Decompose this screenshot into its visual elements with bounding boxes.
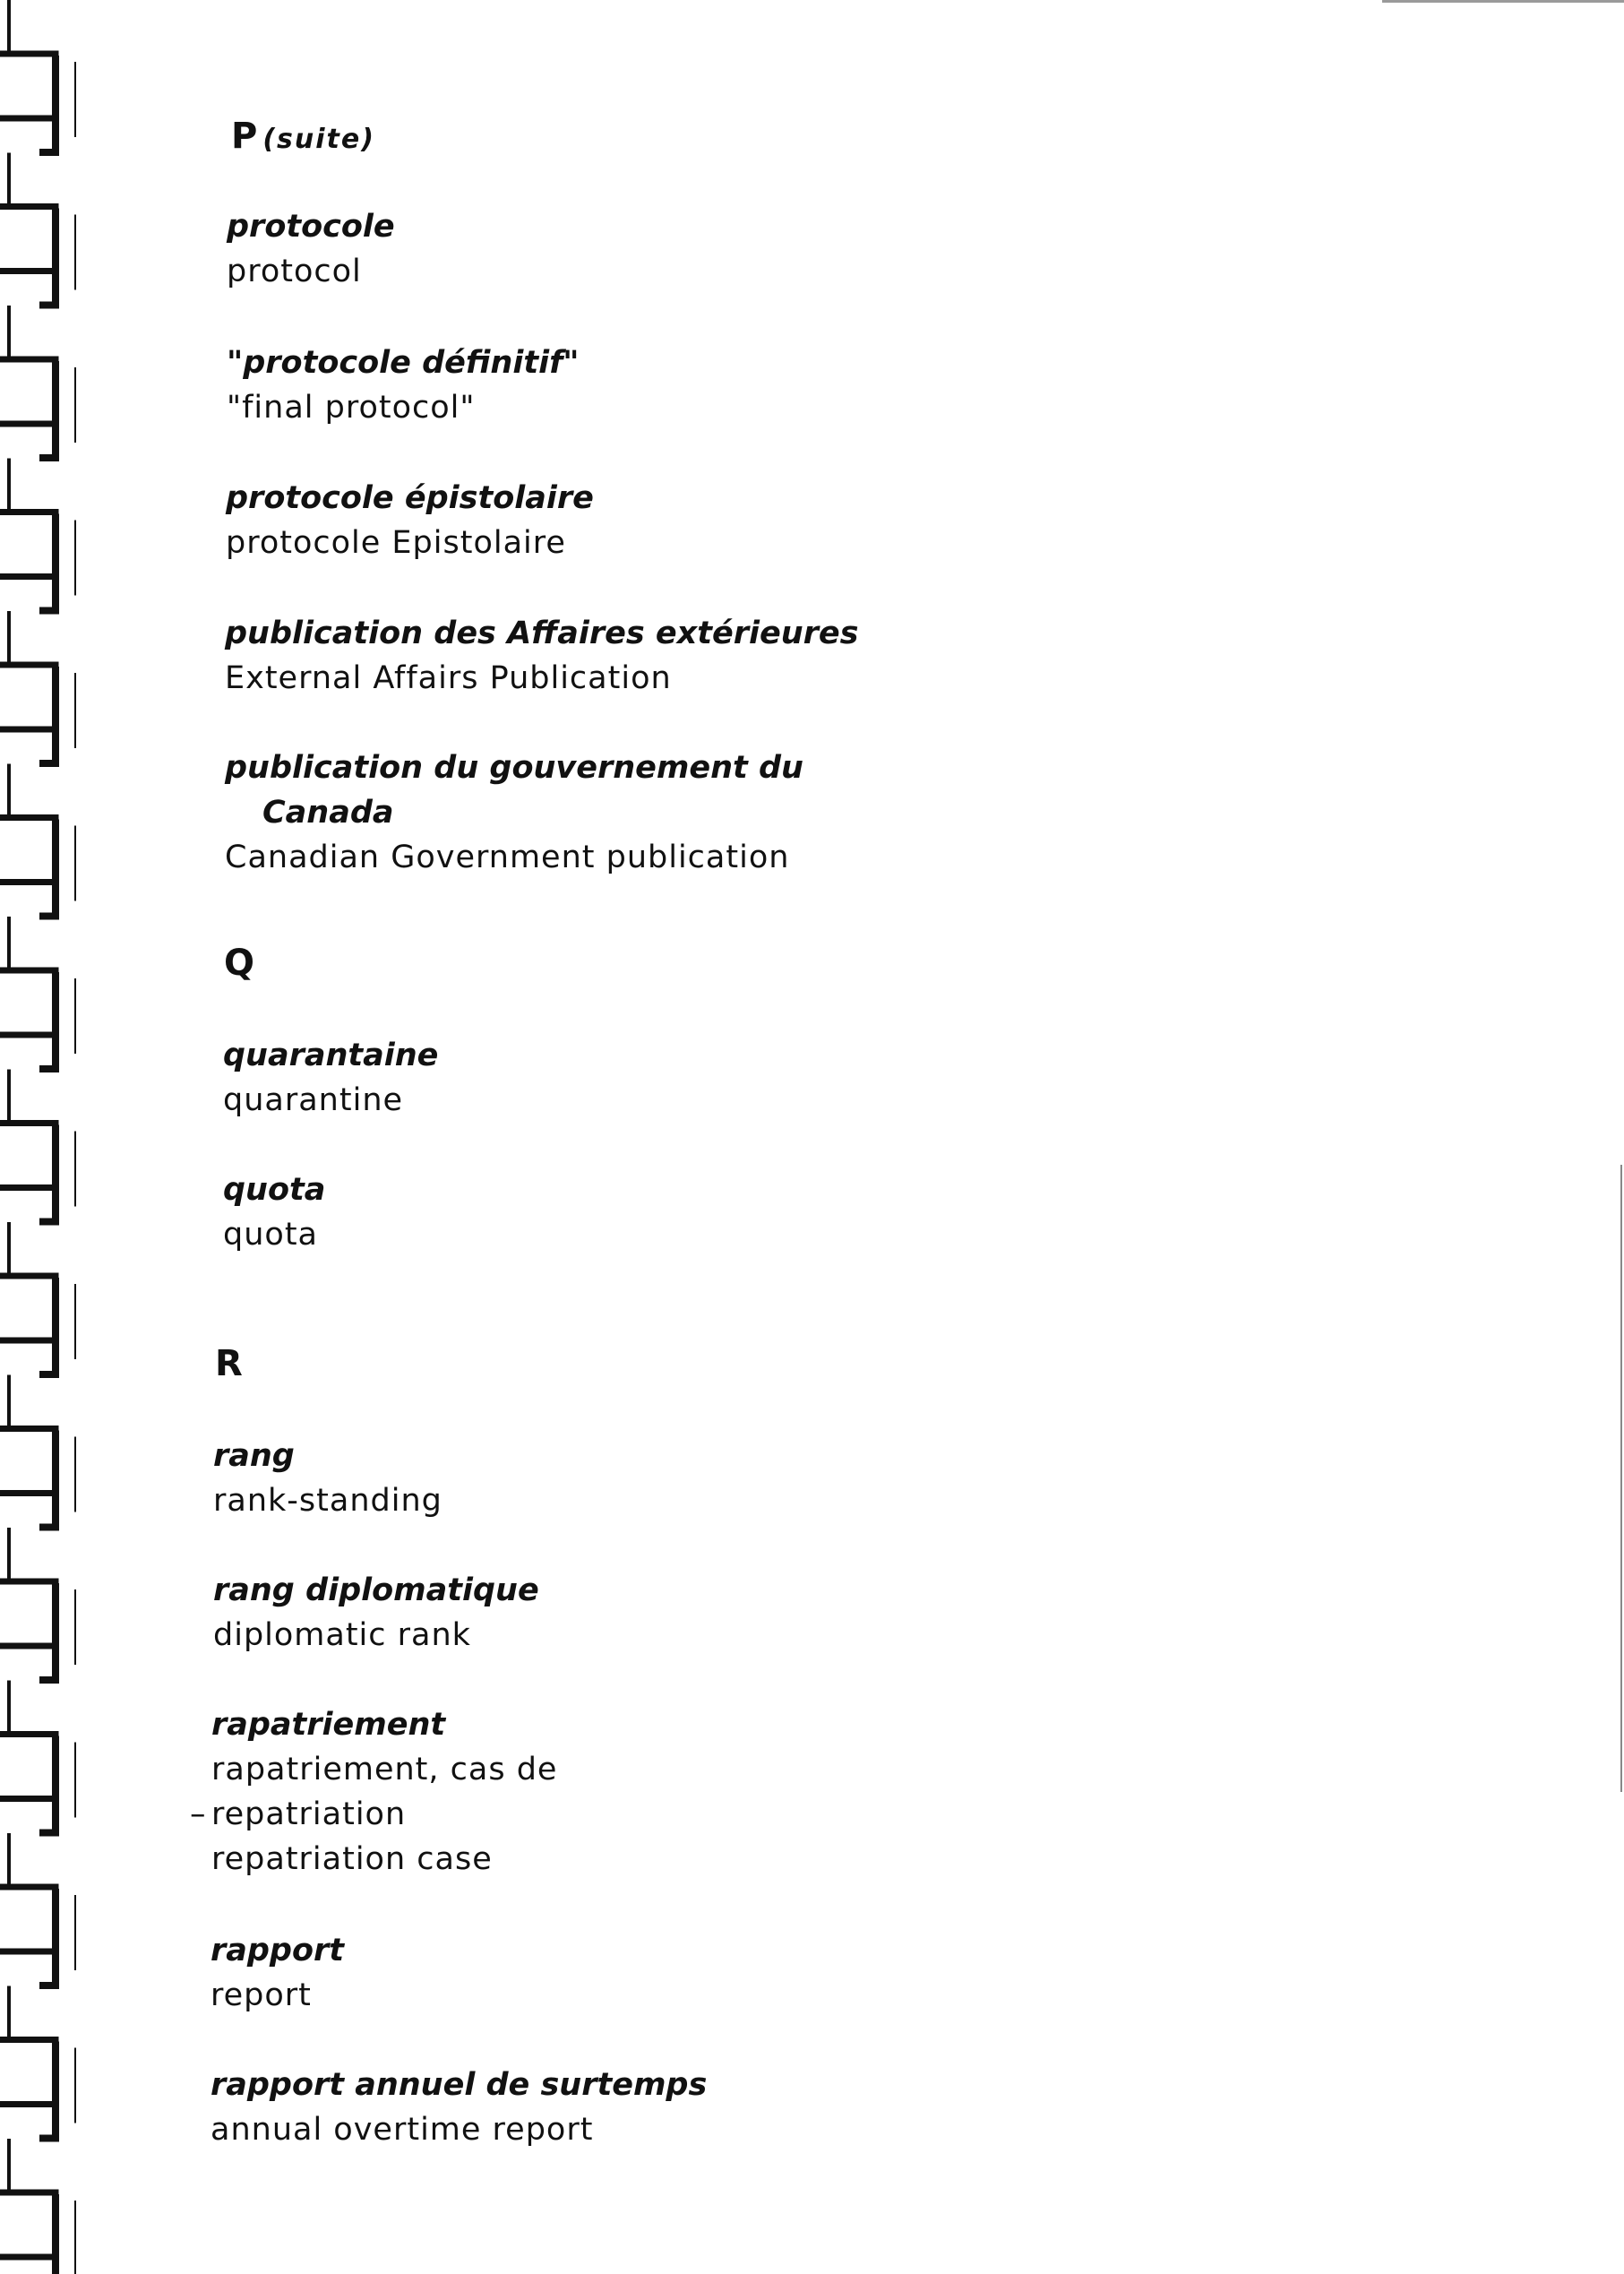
french-term: rapport annuel de surtemps: [211, 2067, 708, 2103]
glossary-entry: [223, 1033, 438, 1123]
section-heading-q: [224, 943, 255, 984]
english-term: repatriation case: [211, 1841, 493, 1877]
french-term: quota: [223, 1172, 326, 1208]
english-term: protocol: [227, 254, 362, 289]
english-term: rank-standing: [213, 1483, 443, 1519]
english-term: quota: [223, 1217, 318, 1253]
glossary-entry: [211, 1928, 344, 2018]
french-term-continued: Canada: [262, 795, 394, 831]
english-term: quarantine: [223, 1082, 404, 1118]
section-letter: R: [215, 1343, 243, 1384]
glossary-entry: [213, 1568, 539, 1658]
english-term: diplomatic rank: [213, 1617, 471, 1653]
french-term: publication du gouvernement du: [225, 750, 803, 786]
top-edge-rule: [1382, 0, 1624, 3]
english-term: Canadian Government publication: [225, 840, 790, 875]
section-letter: P: [231, 116, 258, 157]
french-term: "protocole définitif": [227, 345, 580, 381]
glossary-entry: [190, 1702, 558, 1882]
glossary-entry: [225, 745, 803, 880]
glossary-entry: [227, 340, 580, 430]
french-term: protocole épistolaire: [226, 480, 594, 516]
glossary-entry: [223, 1167, 325, 1257]
english-term: rapatriement, cas de: [211, 1752, 558, 1787]
french-term: rang: [213, 1438, 295, 1474]
glossary-entry: [227, 204, 395, 294]
dash-mark: –: [190, 1796, 207, 1832]
english-term: annual overtime report: [211, 2112, 594, 2148]
glossary-entry: [213, 1434, 443, 1523]
french-term: quarantaine: [223, 1038, 439, 1073]
french-term: rang diplomatique: [213, 1572, 539, 1608]
french-term: rapport: [211, 1933, 345, 1968]
french-term: protocole: [227, 209, 395, 245]
glossary-entry: [226, 476, 594, 565]
glossary-entry: [225, 611, 858, 701]
section-heading-p: [231, 116, 375, 157]
section-suite: (suite): [262, 124, 375, 155]
section-letter: Q: [224, 943, 255, 984]
right-edge-rule: [1620, 1165, 1622, 1792]
english-term-dashed: [190, 1792, 557, 1837]
glossary-entry: [211, 2063, 707, 2152]
section-heading-r: [215, 1343, 243, 1384]
french-term: publication des Affaires extérieures: [225, 616, 859, 651]
english-term: "final protocol": [227, 390, 476, 426]
english-term: protocole Epistolaire: [226, 525, 566, 561]
english-term: External Affairs Publication: [225, 660, 672, 696]
english-term: report: [211, 1977, 312, 2013]
french-term: rapatriement: [211, 1707, 446, 1743]
english-term-part: repatriation: [211, 1796, 407, 1832]
